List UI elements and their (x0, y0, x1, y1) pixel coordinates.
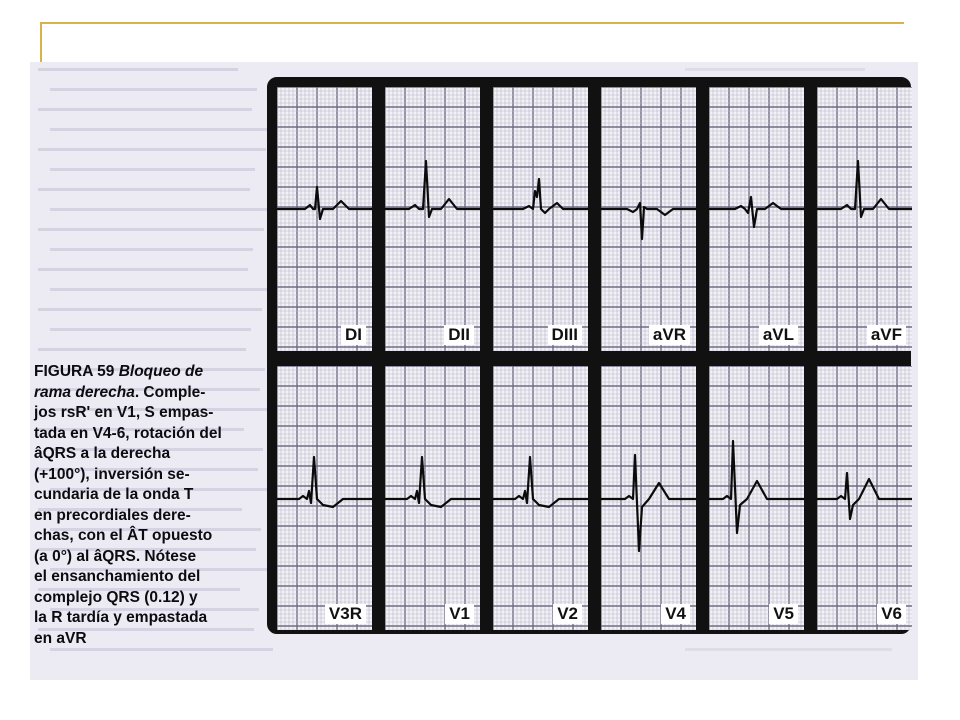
ecg-strip (385, 366, 480, 630)
lead-label: V4 (661, 604, 690, 624)
caption-line (34, 547, 266, 568)
lead-label: V6 (877, 604, 906, 624)
lead-label: V5 (769, 604, 798, 624)
caption-text: cundaria de la onda T (34, 486, 194, 503)
bleed-through-stroke (685, 648, 892, 651)
ecg-strip (817, 366, 912, 630)
caption-text: (a 0°) al âQRS. Nótese (34, 547, 197, 565)
ecg-strip (493, 87, 588, 351)
ecg-trace (817, 473, 912, 519)
ecg-strip (277, 87, 372, 351)
caption-text: âQRS a la derecha (34, 445, 171, 462)
caption-text: Bloqueo de (118, 363, 204, 380)
ecg-trace (709, 197, 804, 227)
bleed-through-stroke (38, 228, 264, 231)
caption-line (34, 588, 266, 609)
bleed-through-stroke (38, 148, 266, 151)
scanned-book-page (30, 62, 918, 680)
caption-line (34, 403, 266, 424)
caption-text: la R tardía y empastada (34, 609, 208, 626)
caption-line (34, 465, 266, 486)
ecg-lead-panel (709, 366, 804, 630)
ecg-figure (267, 77, 911, 634)
ecg-strip (817, 87, 912, 351)
ecg-lead-panel (601, 366, 696, 630)
caption-text: el ensanchamiento del (34, 568, 201, 585)
ecg-lead-panel (493, 87, 588, 351)
caption-text: FIGURA 59 (34, 363, 119, 380)
bleed-through-stroke (38, 268, 248, 271)
bleed-through-stroke (38, 68, 238, 71)
lead-label: DI (341, 325, 366, 345)
ecg-lead-panel (817, 366, 912, 630)
lead-label: V3R (325, 604, 366, 624)
lead-label: DII (444, 325, 474, 345)
ecg-strip (709, 366, 804, 630)
caption-text: chas, con el ÂT opuesto (34, 527, 213, 544)
caption-line (34, 629, 266, 650)
ecg-strip (709, 87, 804, 351)
lead-label: aVL (759, 325, 798, 345)
ecg-trace (385, 161, 480, 217)
caption-line (34, 383, 266, 404)
ecg-lead-panel (385, 87, 480, 351)
caption-text: (+100°), inversión se- (34, 465, 190, 483)
bleed-through-stroke (50, 208, 269, 211)
ecg-lead-panel (817, 87, 912, 351)
caption-line (34, 362, 266, 383)
bleed-through-stroke (38, 108, 252, 111)
lead-label: DIII (548, 325, 582, 345)
ecg-lead-panel (385, 366, 480, 630)
bleed-through-stroke (38, 348, 246, 351)
caption-text: en aVR (34, 629, 87, 647)
bleed-through-stroke (38, 188, 250, 191)
ecg-trace (817, 161, 912, 217)
caption-line (34, 485, 266, 506)
caption-line (34, 444, 266, 465)
ecg-strip (601, 87, 696, 351)
figure-caption (34, 362, 266, 649)
ecg-lead-panel (493, 366, 588, 630)
caption-text: en precordiales dere- (34, 506, 191, 524)
caption-text: rama derecha (34, 383, 135, 401)
ecg-lead-panel (709, 87, 804, 351)
ecg-trace (601, 203, 696, 239)
bleed-through-stroke (50, 328, 251, 331)
lead-label: V2 (553, 604, 582, 624)
caption-line (34, 506, 266, 527)
bleed-through-stroke (50, 88, 257, 91)
ecg-strip (277, 366, 372, 630)
ecg-lead-panel (277, 87, 372, 351)
bleed-through-stroke (50, 288, 267, 291)
caption-text: tada en V4-6, rotación del (34, 424, 222, 442)
bleed-through-stroke (685, 68, 865, 71)
title-rule-horizontal (40, 22, 904, 24)
caption-text: . Comple- (134, 383, 206, 401)
bleed-through-stroke (50, 168, 255, 171)
ecg-strip (493, 366, 588, 630)
caption-text: jos rsR' en V1, S empas- (34, 404, 214, 421)
ecg-strip (385, 87, 480, 351)
caption-text: complejo QRS (0.12) y (34, 588, 198, 606)
ecg-lead-panel (277, 366, 372, 630)
lead-label: V1 (445, 604, 474, 624)
caption-line (34, 526, 266, 547)
caption-line (34, 567, 266, 588)
ecg-strip (601, 366, 696, 630)
caption-line (34, 608, 266, 629)
caption-line (34, 424, 266, 445)
lead-label: aVR (649, 325, 690, 345)
lead-label: aVF (867, 325, 906, 345)
bleed-through-stroke (50, 248, 253, 251)
ecg-trace (493, 179, 588, 213)
ecg-trace (709, 441, 804, 533)
ecg-trace (601, 455, 696, 551)
bleed-through-stroke (38, 308, 262, 311)
bleed-through-stroke (50, 128, 271, 131)
ecg-lead-panel (601, 87, 696, 351)
